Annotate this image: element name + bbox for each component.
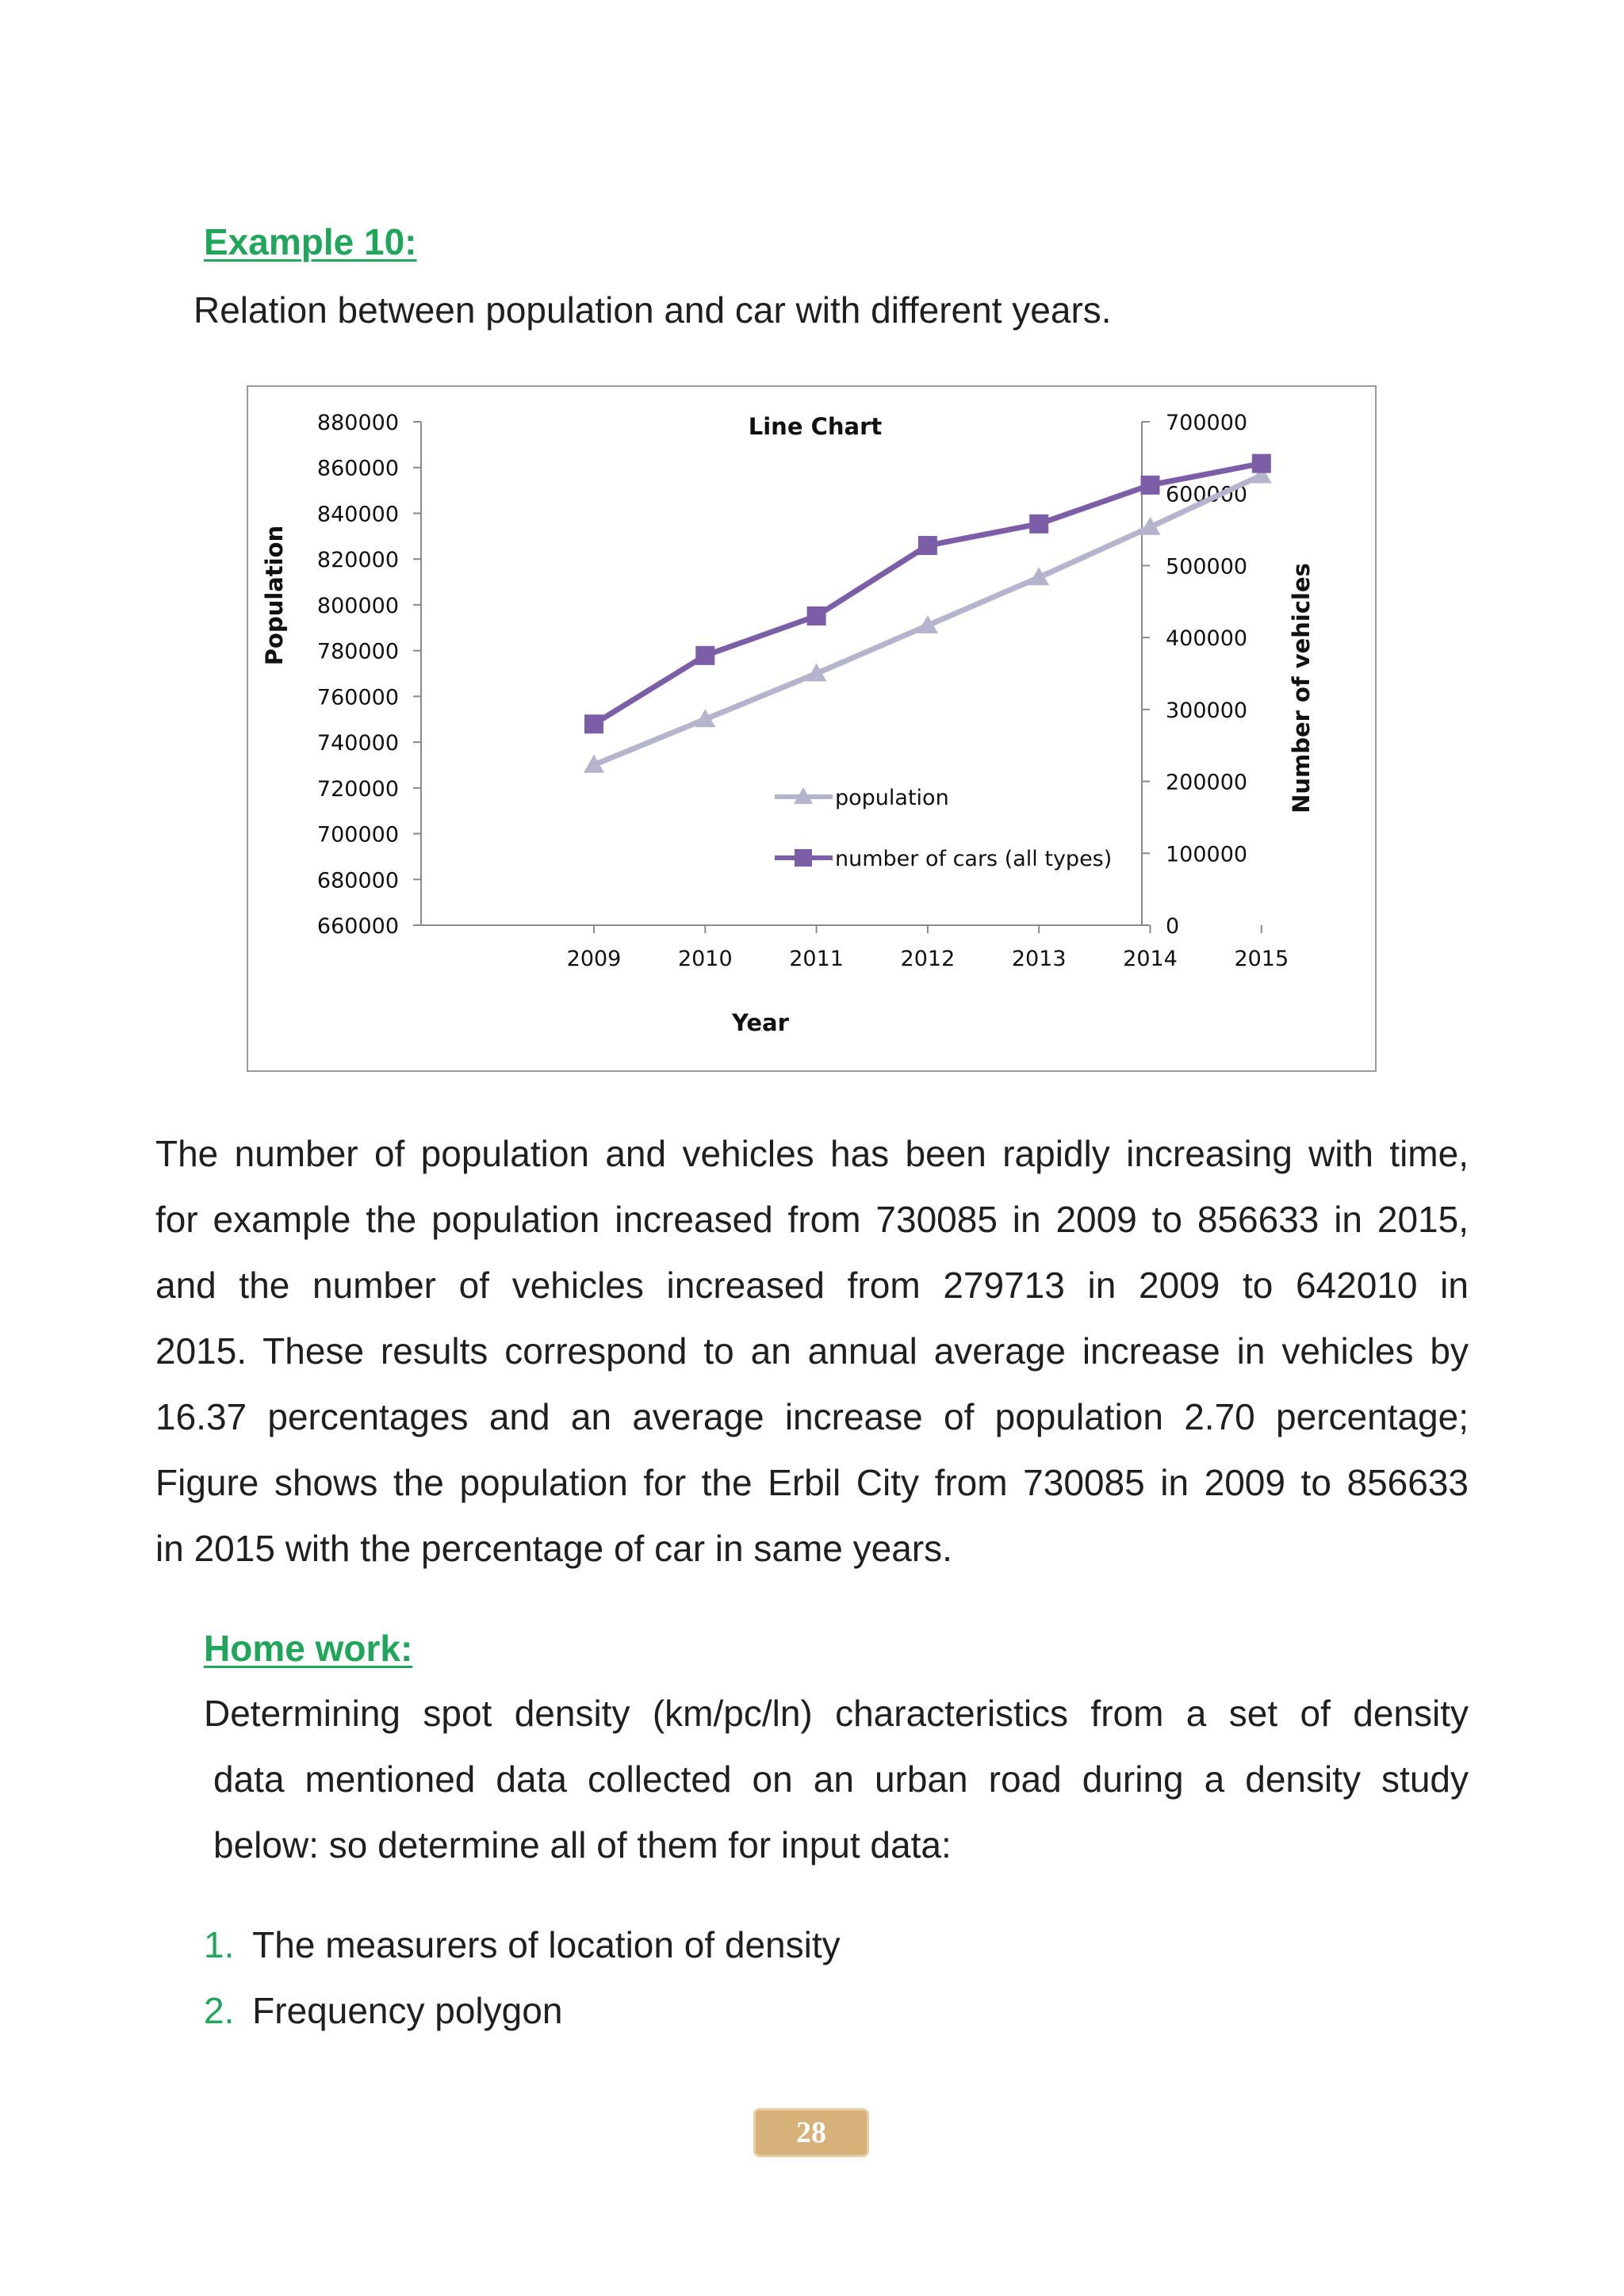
y2-tick-label: 700000 [1166, 411, 1248, 435]
y-tick-label: 780000 [316, 639, 399, 664]
list-text-2: Frequency polygon [252, 1990, 563, 2031]
homework-line-2: data mentioned data collected on an urban road during a density study [213, 1758, 1469, 1800]
y2-tick-label: 200000 [1166, 770, 1248, 795]
y-axis-title: Population [261, 525, 288, 666]
y-tick-label: 720000 [316, 776, 399, 802]
y2-tick-label: 100000 [1166, 842, 1248, 867]
list-text-1: The measurers of location of density [252, 1924, 841, 1965]
y-tick-label: 760000 [316, 685, 399, 710]
cars-point [1029, 515, 1048, 534]
cars-point [695, 646, 714, 665]
x-tick-label: 2009 [566, 947, 622, 971]
cars-point [584, 714, 603, 733]
y-tick-label: 700000 [316, 822, 399, 848]
x-tick-label: 2011 [789, 947, 844, 971]
x-tick-label: 2014 [1123, 947, 1178, 971]
y2-tick-label: 600000 [1166, 482, 1248, 507]
example-heading: Example 10: [204, 221, 417, 262]
body-line-6: Figure shows the population for the Erbil City from 730085 in 2009 to 856633 [155, 1462, 1469, 1503]
x-tick-label: 2015 [1234, 947, 1289, 971]
x-axis-title: Year [732, 1009, 789, 1036]
x-tick-label: 2010 [677, 947, 733, 971]
y2-tick-label: 0 [1166, 914, 1180, 939]
body-line-3: and the number of vehicles increased from 279713 in 2009 to 642010 in [155, 1265, 1469, 1306]
body-line-5: 16.37 percentages and an average increase of population 2.70 percentage; [155, 1396, 1469, 1437]
y-tick-label: 660000 [316, 914, 399, 939]
homework-heading: Home work: [204, 1628, 413, 1669]
x-tick-label: 2013 [1011, 947, 1067, 971]
legend-marker-square [795, 849, 812, 867]
list-item-2 [204, 1992, 562, 2029]
y2-tick-label: 400000 [1166, 626, 1248, 652]
body-line-7: in 2015 with the percentage of car in same years. [155, 1528, 952, 1569]
y-tick-label: 860000 [316, 456, 399, 481]
body-line-2: for example the population increased from 730085 in 2009 to 856633 in 2015, [155, 1199, 1469, 1240]
y-tick-label: 740000 [316, 731, 399, 756]
cars-point [1141, 476, 1160, 495]
homework-line-3: below: so determine all of them for input data: [213, 1824, 952, 1866]
list-number-1: 1. [204, 1924, 235, 1965]
line-chart [247, 385, 1377, 1072]
cars-point [807, 607, 826, 626]
cars-point [918, 536, 937, 555]
y2-axis-title: Number of vehicles [1288, 563, 1315, 813]
chart-canvas [248, 387, 1375, 1070]
x-tick-label: 2012 [900, 947, 956, 971]
legend-label-cars: number of cars (all types) [835, 847, 1113, 871]
y-tick-label: 800000 [316, 593, 399, 618]
homework-line-1: Determining spot density (km/pc/ln) characteristics from a set of density [204, 1693, 1469, 1734]
example-caption: Relation between population and car with different years. [193, 289, 1112, 331]
y-tick-label: 840000 [316, 502, 399, 527]
list-number-2: 2. [204, 1990, 235, 2031]
chart-legend [775, 786, 1112, 871]
cars-point [1252, 454, 1271, 473]
body-line-4: 2015. These results correspond to an annual average increase in vehicles by [155, 1330, 1469, 1372]
page-number: 28 [753, 2108, 869, 2157]
y2-tick-label: 500000 [1166, 554, 1248, 580]
y-tick-label: 680000 [316, 868, 399, 894]
y-tick-label: 820000 [316, 548, 399, 573]
y-tick-label: 880000 [316, 411, 399, 435]
list-item-1 [204, 1924, 841, 1965]
series-line-cars [594, 464, 1262, 725]
chart-title: Line Chart [748, 413, 883, 440]
legend-label-population: population [835, 786, 949, 810]
body-line-1: The number of population and vehicles has been rapidly increasing with time, [155, 1133, 1469, 1174]
y2-tick-label: 300000 [1166, 698, 1248, 723]
